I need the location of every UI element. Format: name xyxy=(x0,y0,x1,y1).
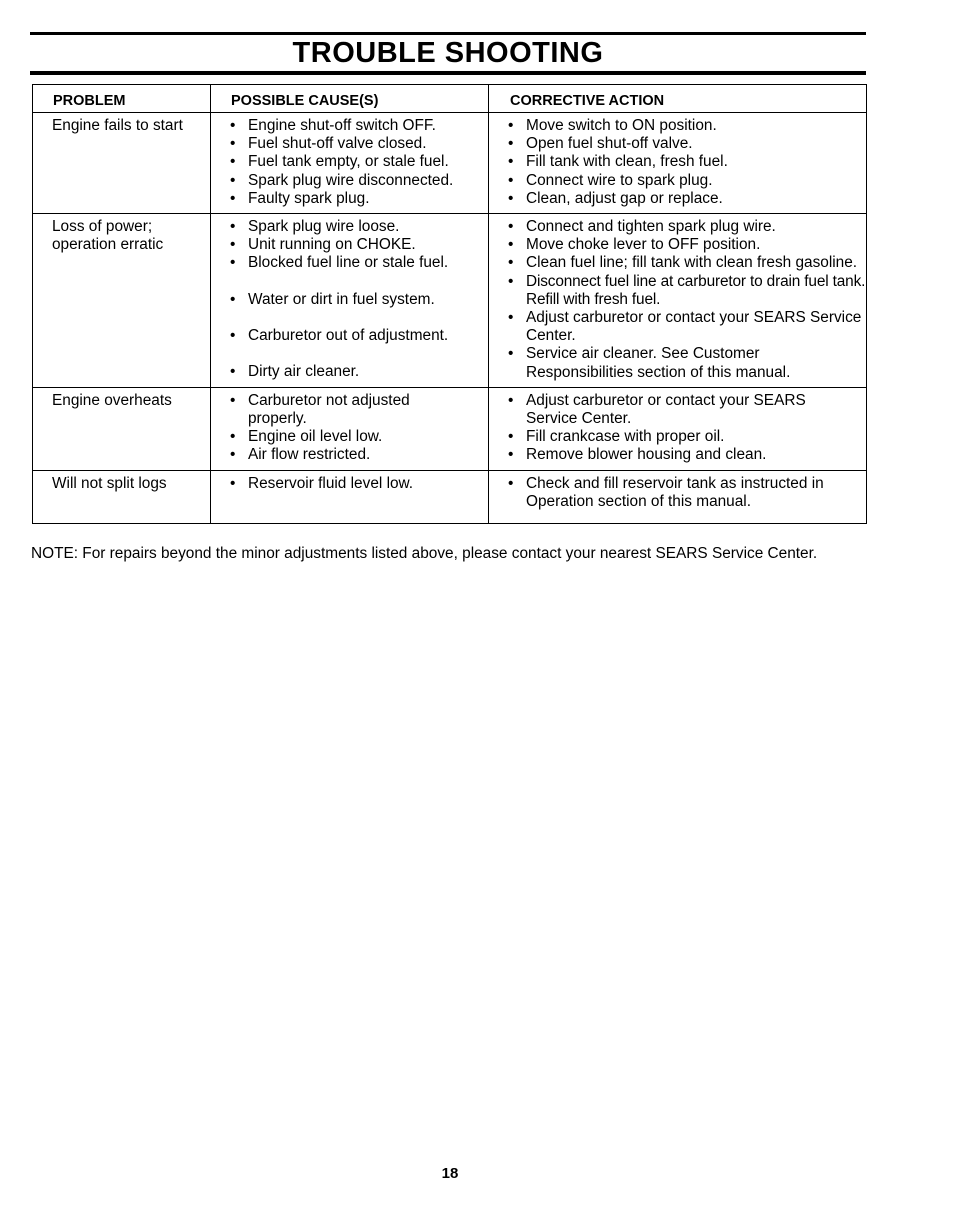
problem-cell xyxy=(33,470,211,523)
action-item: • Adjust carburetor or contact your SEARS Service Center. xyxy=(489,309,866,345)
causes-cell xyxy=(211,214,489,388)
page-number: 18 xyxy=(441,1165,459,1182)
action-item: • Remove blower housing and clean. xyxy=(489,446,866,464)
title-rule-bottom xyxy=(30,71,866,75)
action-item: • Adjust carburetor or contact your SEARS Service Center. xyxy=(489,392,866,428)
header-possible-causes: POSSIBLE CAUSE(S) xyxy=(211,85,489,113)
action-item: • Open fuel shut-off valve. xyxy=(489,135,866,153)
cause-item: • Unit running on CHOKE. xyxy=(211,236,488,254)
action-item: • Move switch to ON position. xyxy=(489,117,866,135)
action-item: • Check and fill reservoir tank as instructed in Operation section of this manual. xyxy=(489,475,866,511)
action-item: • Connect wire to spark plug. xyxy=(489,172,866,190)
action-item: • Service air cleaner. See Customer Responsibilities section of this manual. xyxy=(489,345,866,381)
action-item: • Connect and tighten spark plug wire. xyxy=(489,218,866,236)
cause-item: • Spark plug wire loose. xyxy=(211,218,488,236)
header-problem: PROBLEM xyxy=(33,85,211,113)
causes-cell xyxy=(211,470,489,523)
action-item: • Clean, adjust gap or replace. xyxy=(489,190,866,208)
problem-text: operation erratic xyxy=(52,236,164,254)
cause-item: • Carburetor out of adjustment. xyxy=(211,327,488,345)
causes-cell xyxy=(211,113,489,214)
cause-item: • Blocked fuel line or stale fuel. xyxy=(211,254,488,272)
problem-cell xyxy=(33,214,211,388)
actions-cell xyxy=(489,470,867,523)
action-item: • Fill crankcase with proper oil. xyxy=(489,428,866,446)
action-item: • Fill tank with clean, fresh fuel. xyxy=(489,153,866,171)
cause-item: • Engine shut-off switch OFF. xyxy=(211,117,488,135)
actions-cell xyxy=(489,113,867,214)
actions-cell xyxy=(489,214,867,388)
table-header-row xyxy=(33,85,867,113)
action-item: • Disconnect fuel line at carburetor to drain fuel tank. Refill with fresh fuel. xyxy=(489,273,866,309)
action-item: • Clean fuel line; fill tank with clean fresh gasoline. xyxy=(489,254,866,272)
problem-text: Engine overheats xyxy=(52,391,172,409)
causes-cell xyxy=(211,387,489,470)
table-row xyxy=(33,113,867,214)
actions-cell xyxy=(489,387,867,470)
cause-item: • Engine oil level low. xyxy=(211,428,488,446)
cause-item: • Water or dirt in fuel system. xyxy=(211,291,488,309)
cause-item: • Spark plug wire disconnected. xyxy=(211,172,488,190)
cause-item: • Dirty air cleaner. xyxy=(211,363,488,381)
cause-item: • Air flow restricted. xyxy=(211,446,488,464)
cause-item: • Carburetor not adjusted properly. xyxy=(211,392,488,428)
action-item: • Move choke lever to OFF position. xyxy=(489,236,866,254)
cause-item: • Fuel tank empty, or stale fuel. xyxy=(211,153,488,171)
problem-cell xyxy=(33,113,211,214)
header-corrective-action: CORRECTIVE ACTION xyxy=(489,85,867,113)
problem-text: Engine fails to start xyxy=(52,117,183,134)
problem-text: Will not split logs xyxy=(52,474,167,492)
table-row xyxy=(33,214,867,388)
table-row xyxy=(33,470,867,523)
cause-item: • Fuel shut-off valve closed. xyxy=(211,135,488,153)
page-title: TROUBLE SHOOTING xyxy=(292,37,604,69)
problem-text: Loss of power; xyxy=(52,218,153,236)
repair-note: NOTE: For repairs beyond the minor adjustments listed above, please contact your nearest SEARS Service Center. xyxy=(31,545,818,562)
table-row xyxy=(33,387,867,470)
cause-item: • Faulty spark plug. xyxy=(211,190,488,208)
problem-cell xyxy=(33,387,211,470)
cause-item: • Reservoir fluid level low. xyxy=(211,475,488,493)
troubleshooting-table xyxy=(32,84,867,524)
